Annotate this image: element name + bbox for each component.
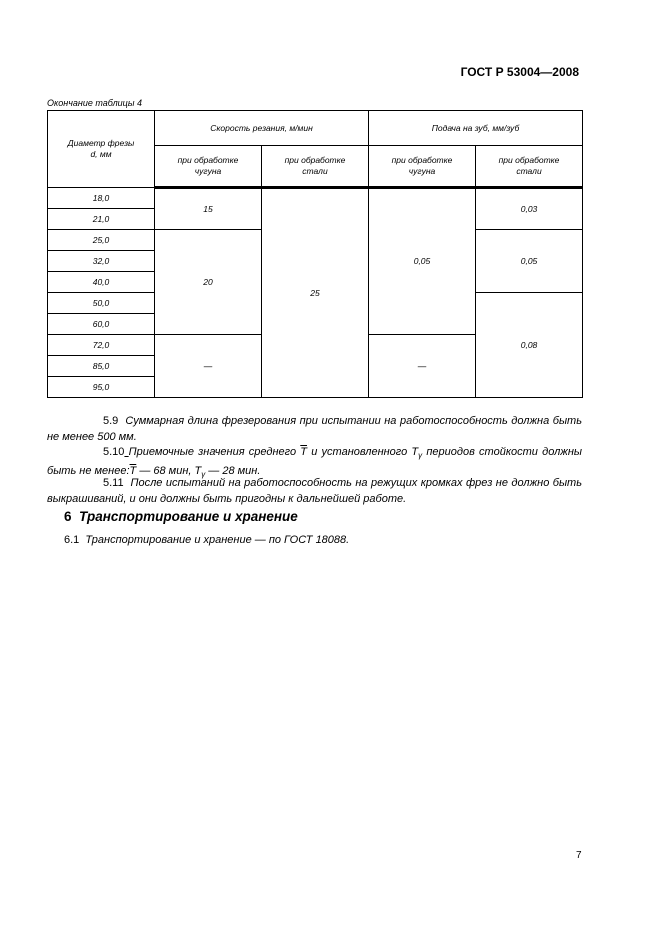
gamma-subscript: γ bbox=[418, 451, 423, 461]
section-title: Транспортирование и хранение bbox=[79, 509, 298, 524]
feed-steel-cell: 0,03 bbox=[476, 188, 583, 230]
header-feed-per-tooth: Подача на зуб, мм/зуб bbox=[369, 111, 583, 146]
clause-text: Приемочные значения среднего bbox=[128, 446, 301, 458]
section-number: 6 bbox=[64, 509, 72, 524]
speed-steel-cell: 25 bbox=[262, 188, 369, 398]
subheader-speed-steel: при обработке стали bbox=[262, 146, 369, 188]
document-header-id: ГОСТ Р 53004—2008 bbox=[460, 65, 579, 79]
feed-cast-iron-cell: — bbox=[369, 335, 476, 398]
diameter-cell: 21,0 bbox=[48, 209, 155, 230]
paragraph-5-11 bbox=[47, 476, 582, 507]
speed-cast-iron-cell: — bbox=[155, 335, 262, 398]
gamma-subscript: γ bbox=[201, 469, 206, 479]
clause-text: — 28 мин. bbox=[205, 464, 261, 477]
diameter-cell: 40,0 bbox=[48, 272, 155, 293]
cutting-modes-table bbox=[47, 110, 583, 398]
diameter-cell: 18,0 bbox=[48, 188, 155, 209]
subheader-feed-cast-iron: при обработке чугуна bbox=[369, 146, 476, 188]
paragraph-6-1 bbox=[64, 534, 349, 546]
clause-text: После испытаний на работоспособность на режущих кромках фрез не должно быть выкрашиваний, и они должны быть пригодны к дальнейшей работе. bbox=[47, 477, 582, 505]
subheader-feed-steel: при обработке стали bbox=[476, 146, 583, 188]
clause-number: 6.1 bbox=[64, 534, 80, 546]
section-6-heading bbox=[64, 509, 298, 524]
mean-tool-life-symbol: $\overline{T}$ bbox=[300, 446, 308, 458]
clause-text: и установленного T bbox=[307, 446, 419, 458]
clause-text: периодов стойкости должны быть не менее: bbox=[47, 446, 582, 477]
clause-number: 5.10 bbox=[103, 446, 125, 458]
table-caption: Окончание таблицы 4 bbox=[47, 98, 142, 108]
clause-text: Транспортирование и хранение — по ГОСТ 18088. bbox=[85, 534, 350, 546]
header-cutting-speed: Скорость резания, м/мин bbox=[155, 111, 369, 146]
page-number: 7 bbox=[576, 850, 582, 861]
clause-text: — 68 мин, T bbox=[136, 464, 202, 477]
diameter-cell: 25,0 bbox=[48, 230, 155, 251]
feed-steel-cell: 0,08 bbox=[476, 293, 583, 398]
clause-text: Суммарная длина фрезерования при испытании на работоспособность должна быть не менее 500 мм. bbox=[47, 415, 582, 443]
diameter-cell: 60,0 bbox=[48, 314, 155, 335]
diameter-cell: 50,0 bbox=[48, 293, 155, 314]
feed-cast-iron-cell: 0,05 bbox=[369, 188, 476, 335]
subheader-speed-cast-iron: при обработке чугуна bbox=[155, 146, 262, 188]
feed-steel-cell: 0,05 bbox=[476, 230, 583, 293]
diameter-cell: 95,0 bbox=[48, 377, 155, 398]
mean-tool-life-symbol: $\overline{T}$ bbox=[129, 464, 137, 477]
speed-cast-iron-cell: 15 bbox=[155, 188, 262, 230]
speed-cast-iron-cell: 20 bbox=[155, 230, 262, 335]
clause-number: 5.9 bbox=[103, 415, 119, 427]
diameter-cell: 72,0 bbox=[48, 335, 155, 356]
header-diameter: Диаметр фрезы d, мм bbox=[48, 111, 155, 188]
clause-number: 5.11 bbox=[103, 477, 124, 489]
diameter-cell: 85,0 bbox=[48, 356, 155, 377]
paragraph-5-9 bbox=[47, 414, 582, 445]
diameter-cell: 32,0 bbox=[48, 251, 155, 272]
